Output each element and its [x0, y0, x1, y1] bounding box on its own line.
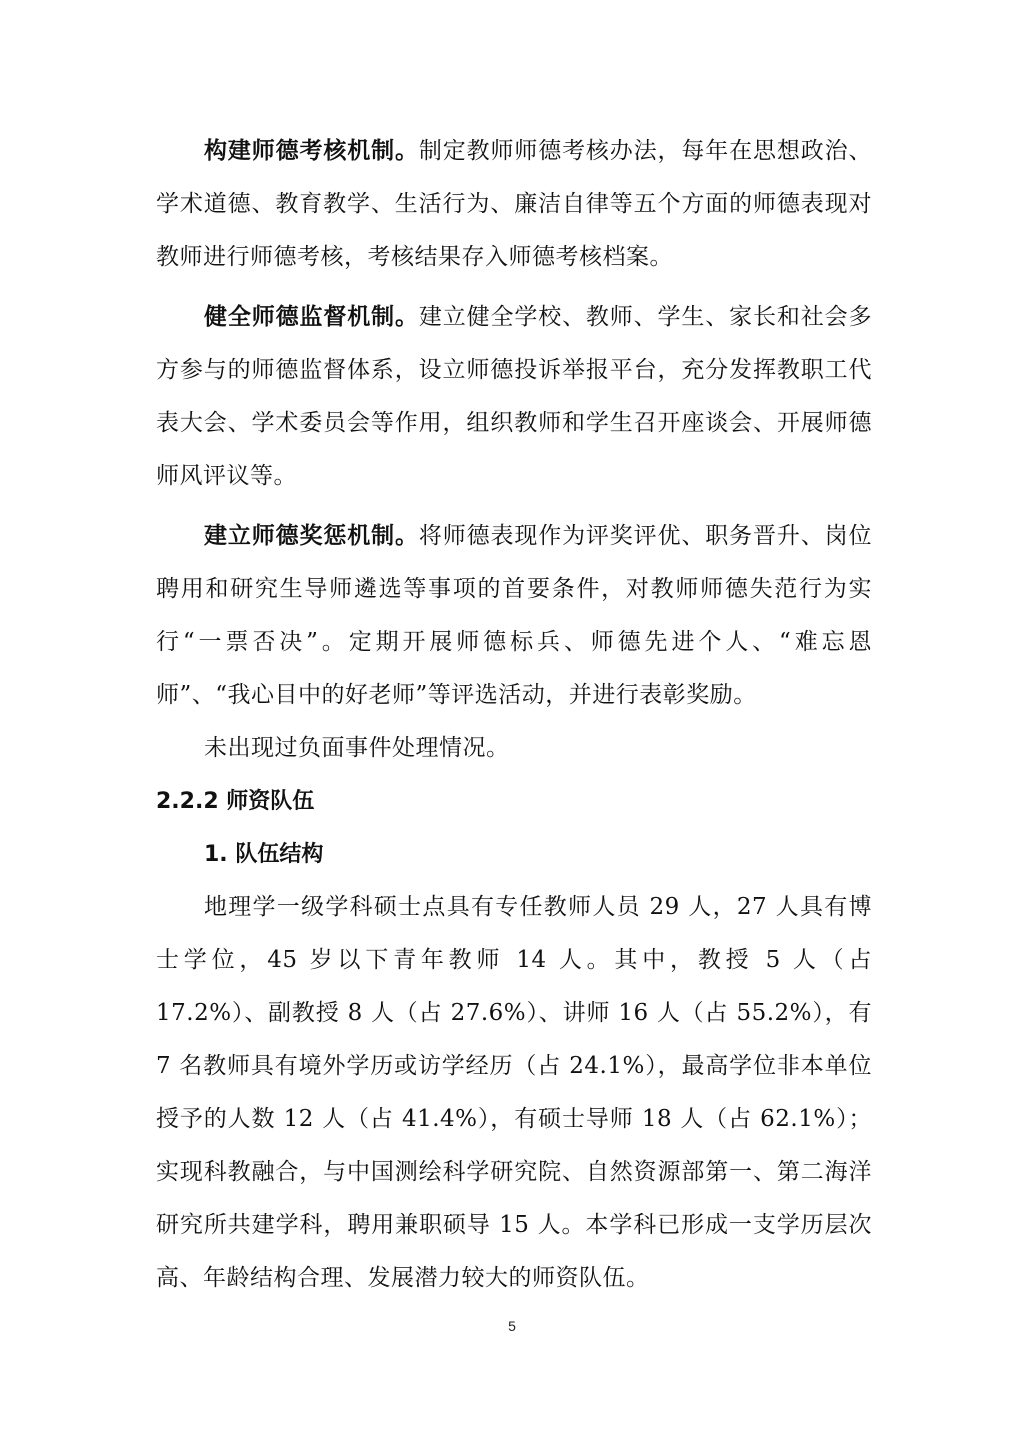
page-content [156, 125, 872, 1305]
paragraph-lead-supervision: 健全师德监督机制。 [204, 304, 419, 330]
paragraph-lead-rewards: 建立师德奖惩机制。 [204, 523, 419, 549]
paragraph-supervision [156, 291, 872, 503]
paragraph-text-negative: 未出现过负面事件处理情况。 [204, 735, 510, 761]
subsection-heading: 1. 队伍结构 [204, 842, 324, 867]
paragraph-text-structure: 地理学一级学科硕士点具有专任教师人员 29 人，27 人具有博士学位，45 岁以下青年教师 14 人。其中，教授 5 人（占 17.2%）、副教授 8 人（占 27.6%）、讲师 16 人（占 55.2%），有 7 名教师具有境外学历或访学经历（占 24.1%），最高学位非本单位授予的人数 12 人（占 41.4%），有硕士导师 18 人（占 62.1%）；实现科教融合，与中国测绘科学研究院、自然资源部第一、第二海洋研究所共建学科，聘用兼职硕导 15 人。本学科已形成一支学历层次高、年龄结构合理、发展潜力较大的师资队伍。 [156, 894, 872, 1291]
paragraph-negative [156, 722, 872, 775]
paragraph-assessment [156, 125, 872, 284]
paragraph-lead-assessment: 构建师德考核机制。 [204, 138, 419, 164]
paragraph-text-assessment: 制定教师师德考核办法，每年在思想政治、学术道德、教育教学、生活行为、廉洁自律等五个方面的师德表现对教师进行师德考核，考核结果存入师德考核档案。 [156, 138, 873, 270]
paragraph-text-rewards: 将师德表现作为评奖评优、职务晋升、岗位聘用和研究生导师遴选等事项的首要条件，对教师师德失范行为实行“一票否决”。定期开展师德标兵、师德先进个人、“难忘恩师”、“我心目中的好老师”等评选活动，并进行表彰奖励。 [156, 523, 873, 708]
page-number: 5 [508, 1318, 516, 1334]
section-heading: 2.2.2 师资队伍 [156, 789, 315, 814]
paragraph-text-supervision: 建立健全学校、教师、学生、家长和社会多方参与的师德监督体系，设立师德投诉举报平台，充分发挥教职工代表大会、学术委员会等作用，组织教师和学生召开座谈会、开展师德师风评议等。 [156, 304, 873, 489]
paragraph-rewards [156, 510, 872, 722]
paragraph-structure [156, 881, 872, 1305]
